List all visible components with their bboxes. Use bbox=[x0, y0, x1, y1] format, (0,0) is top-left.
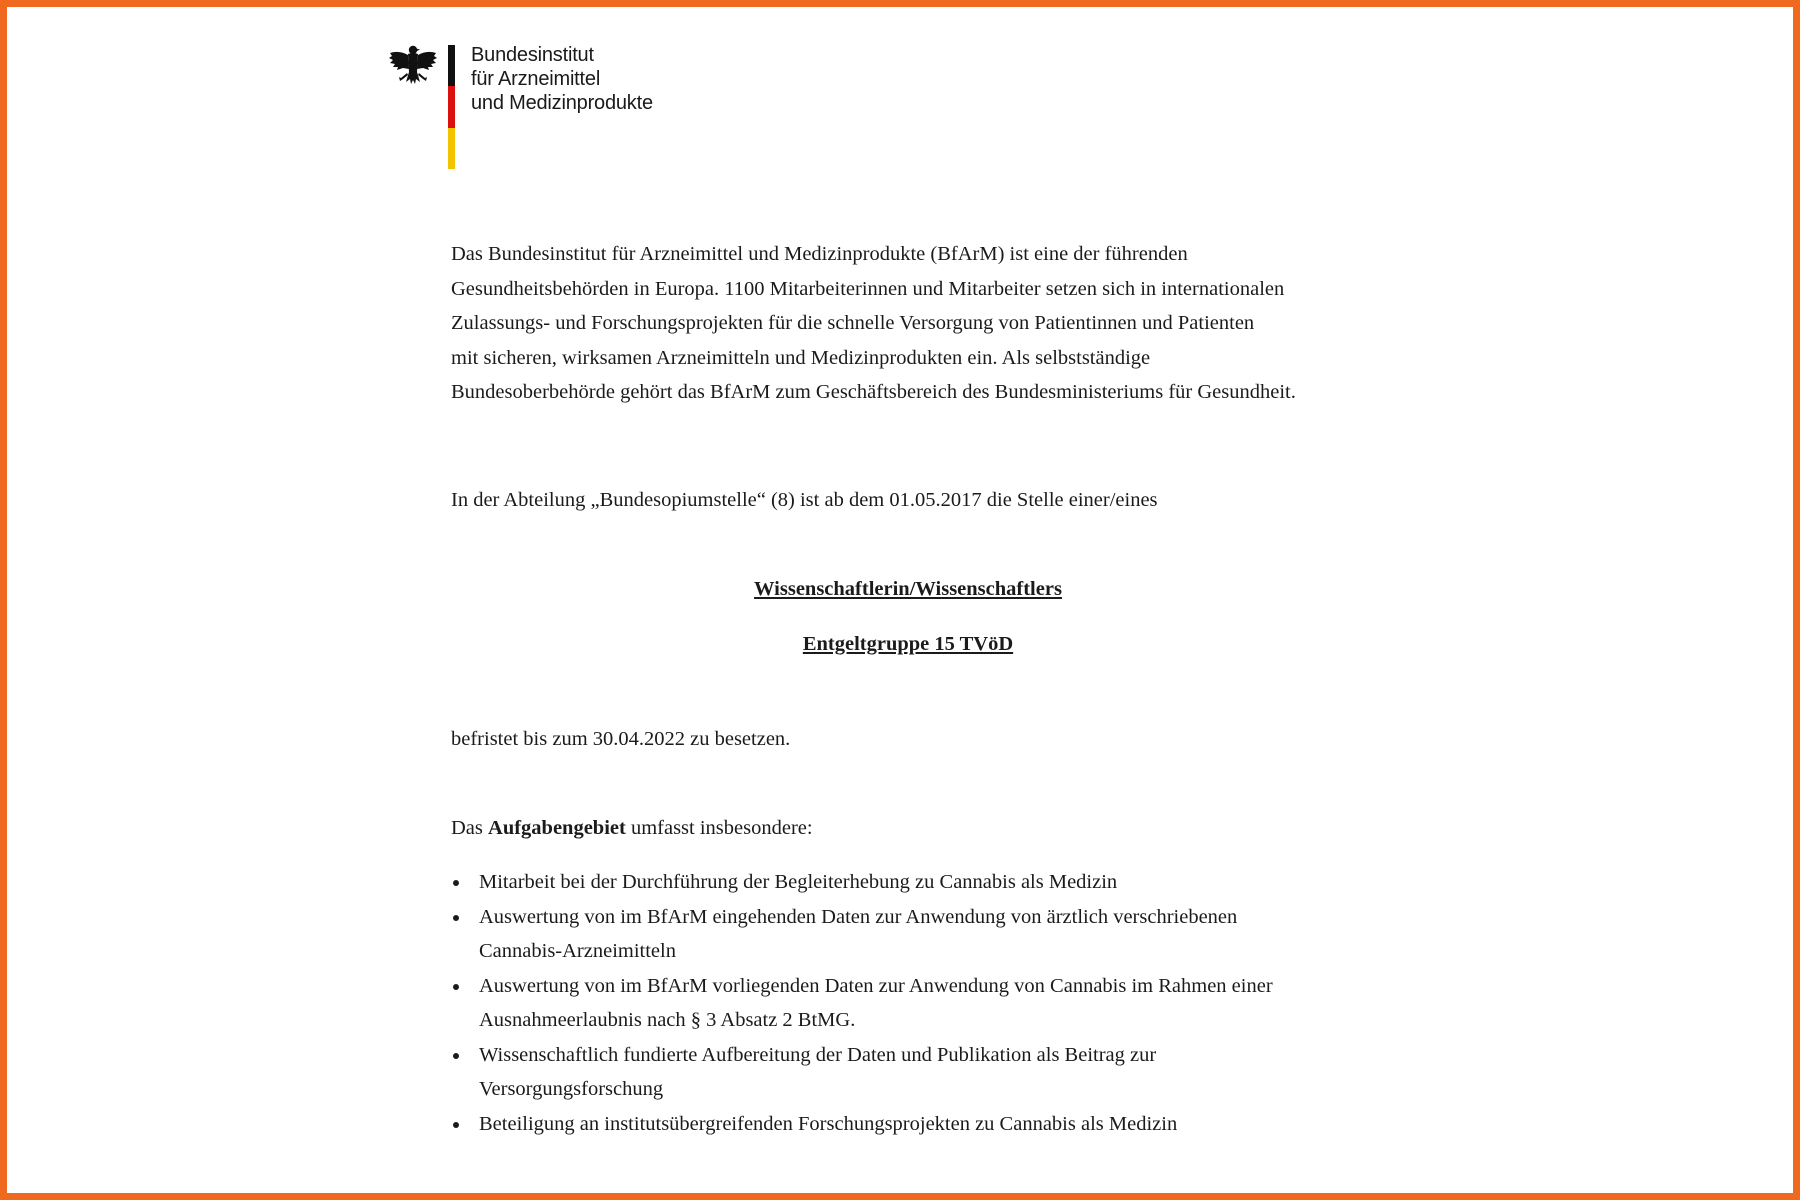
pay-grade: Entgeltgruppe 15 TVöD bbox=[802, 633, 1014, 655]
task-item bbox=[451, 865, 1371, 900]
tasks-intro-before: Das bbox=[451, 817, 489, 839]
federal-eagle-icon bbox=[387, 42, 439, 94]
german-flag-bar bbox=[448, 45, 455, 169]
document-body bbox=[451, 237, 1371, 1135]
task-line: Auswertung von im BfArM vorliegenden Daten zur Anwendung von Cannabis im Rahmen einer bbox=[479, 974, 1273, 997]
intro-line: Gesundheitsbehörden in Europa. 1100 Mitarbeiterinnen und Mitarbeiter setzen sich in internationalen bbox=[451, 277, 1285, 300]
tasks-intro bbox=[451, 811, 813, 846]
task-line: Versorgungsforschung bbox=[479, 1078, 664, 1100]
tasks-intro-after: umfasst insbesondere: bbox=[625, 817, 813, 839]
institute-name-line: und Medizinprodukte bbox=[471, 92, 653, 114]
task-line: Wissenschaftlich fundierte Aufbereitung der Daten und Publikation als Beitrag zur bbox=[479, 1043, 1157, 1066]
task-line: Auswertung von im BfArM eingehenden Daten zur Anwendung von ärztlich verschriebenen bbox=[479, 905, 1238, 928]
flag-black-stripe bbox=[448, 45, 455, 86]
job-title: Wissenschaftlerin/Wissenschaftlers bbox=[754, 578, 1062, 600]
task-item bbox=[451, 900, 1371, 969]
flag-red-stripe bbox=[448, 86, 455, 128]
intro-line: Bundesoberbehörde gehört das BfArM zum Geschäftsbereich des Bundesministeriums für Gesundheit. bbox=[451, 381, 1296, 403]
department-sentence: In der Abteilung „Bundesopiumstelle“ (8) ist ab dem 01.05.2017 die Stelle einer/eines bbox=[451, 489, 1158, 511]
task-item bbox=[451, 969, 1371, 1038]
task-item bbox=[451, 1038, 1371, 1107]
intro-line: Das Bundesinstitut für Arzneimittel und Medizinprodukte (BfArM) ist eine der führenden bbox=[451, 243, 1188, 265]
intro-line: Zulassungs- und Forschungsprojekten für die schnelle Versorgung von Patientinnen und Patienten bbox=[451, 312, 1255, 334]
intro-paragraph bbox=[451, 237, 1371, 410]
institute-name bbox=[471, 43, 653, 115]
task-line: Beteiligung an institutsübergreifenden Forschungsprojekten zu Cannabis als Medizin bbox=[479, 1112, 1178, 1135]
task-line: Ausnahmeerlaubnis nach § 3 Absatz 2 BtMG. bbox=[479, 1009, 856, 1031]
tasks-intro-bold: Aufgabengebiet bbox=[488, 817, 626, 839]
intro-line: mit sicheren, wirksamen Arzneimitteln und Medizinprodukten ein. Als selbstständige bbox=[451, 346, 1151, 369]
task-line: Cannabis-Arzneimitteln bbox=[479, 940, 676, 962]
task-list bbox=[451, 865, 1371, 1141]
task-line: Mitarbeit bei der Durchführung der Begleiterhebung zu Cannabis als Medizin bbox=[479, 871, 1118, 893]
institute-name-line: für Arzneimittel bbox=[471, 68, 601, 90]
task-item bbox=[451, 1107, 1371, 1142]
flag-gold-stripe bbox=[448, 128, 455, 169]
limited-sentence: befristet bis zum 30.04.2022 zu besetzen. bbox=[451, 728, 791, 750]
institute-name-line: Bundesinstitut bbox=[471, 44, 594, 66]
